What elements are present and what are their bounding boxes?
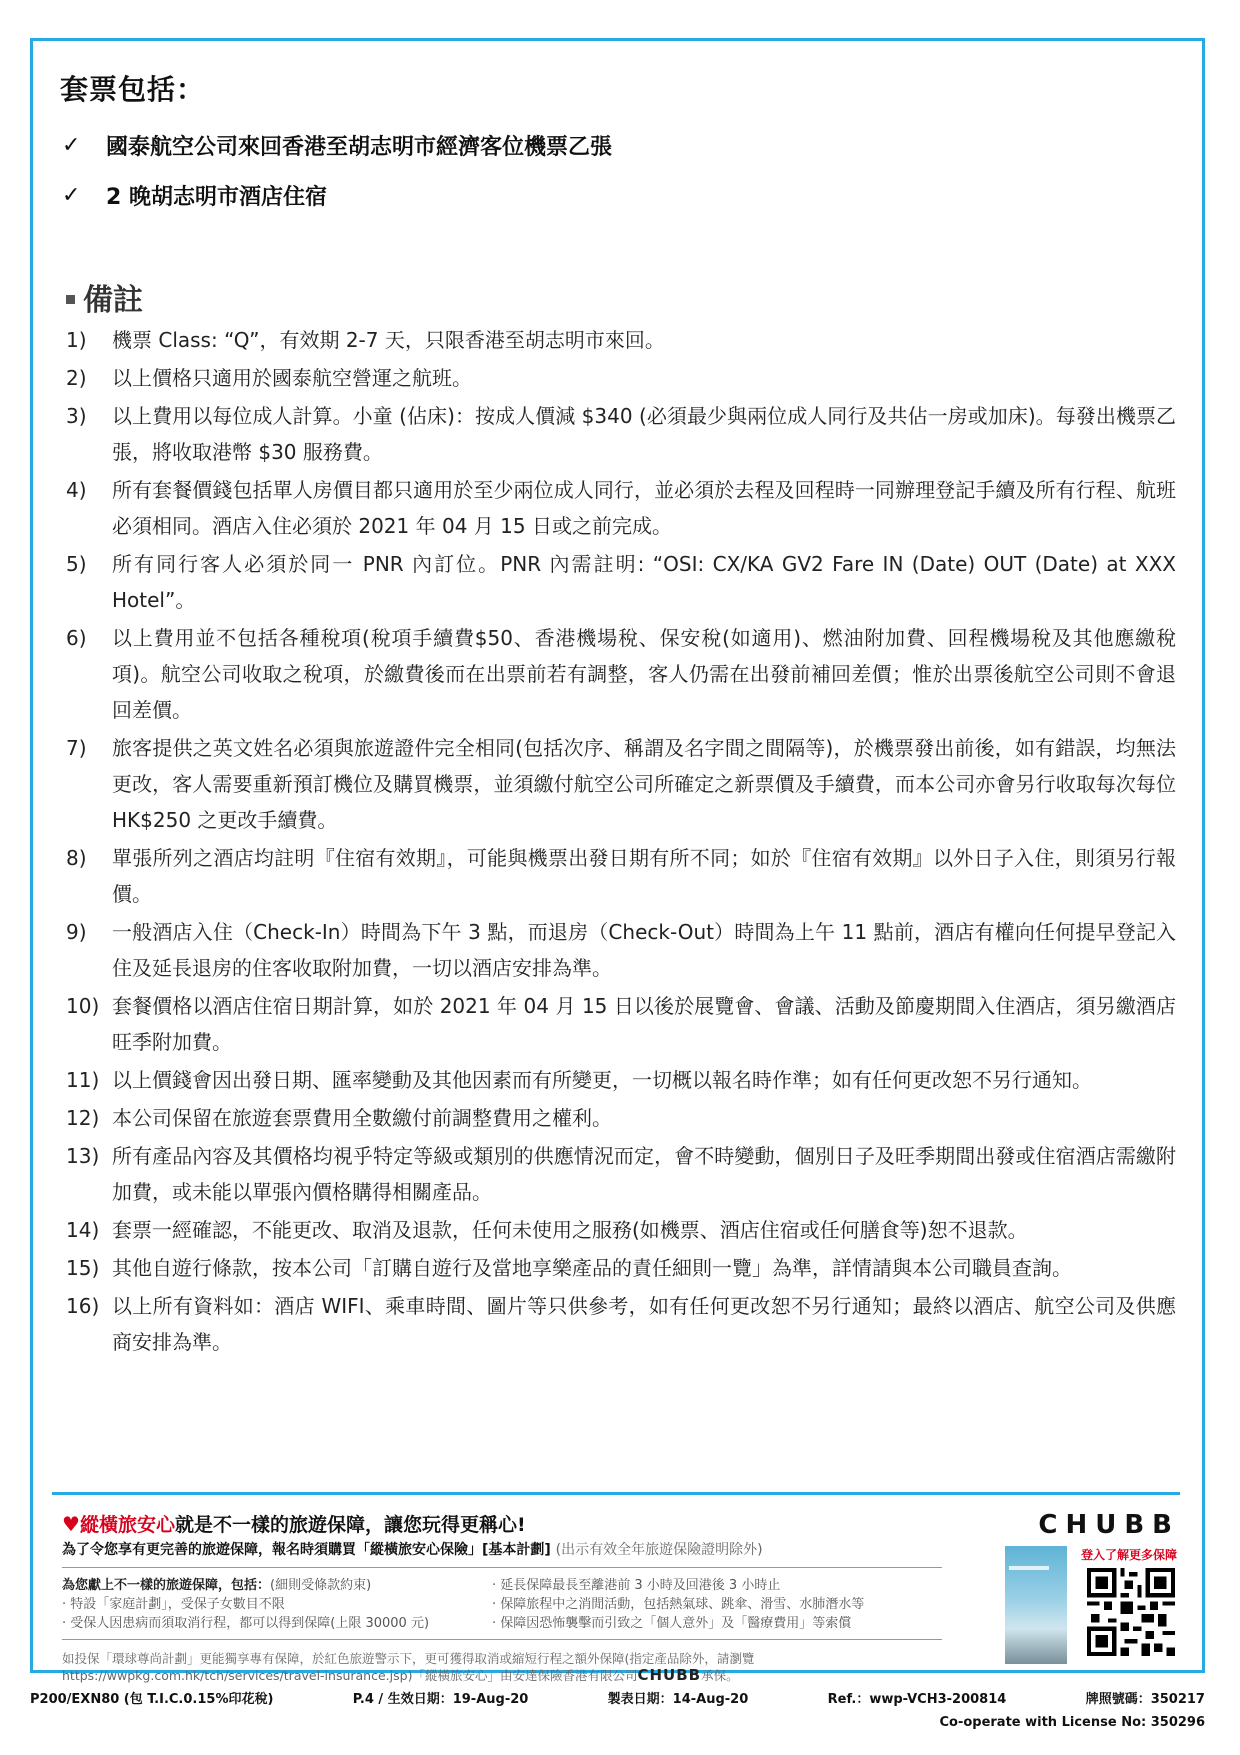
ad-separator [62, 1639, 942, 1640]
notes-heading: 備註 [66, 275, 143, 319]
reference: Ref.：wwp-VCH3-200814 [827, 1692, 1007, 1707]
ad-separator [62, 1567, 942, 1568]
brochure-image [1005, 1546, 1067, 1664]
note-item: 3) 以上費用以每位成人計算。小童 (佔床)：按成人價減 $340 (必須最少與兩位成人同行及共佔一房或加床)。每發出機票乙張，將收取港幣 $30 服務費。 [66, 404, 1176, 464]
page-effective-date: P.4 / 生效日期：19-Aug-20 [352, 1692, 529, 1707]
insurance-ad-side [1005, 1510, 1180, 1670]
note-item: 9) 一般酒店入住（Check-In）時間為下午 3 點，而退房（Check-Out）時間為上午 11 點前，酒店有權向任何提早登記入住及延長退房的住客收取附加費，一切以酒店安排為準。 [66, 920, 1176, 980]
ad-fine-print: 如投保「環球尊尚計劃」更能獨享專有保障，於紅色旅遊警示下，更可獲得取消或縮短行程之額外保障(指定產品除外，請瀏覽 https://wwpkg.com.hk/tch/services/travel-insurance.jsp)「縱橫旅安心」由安達保險香港有限公司CHUBB承保。 [62, 1651, 755, 1684]
section-divider [52, 1492, 1180, 1495]
note-item: 4) 所有套餐價錢包括單人房價目都只適用於至少兩位成人同行，並必須於去程及回程時一同辦理登記手續及所有行程、航班必須相同。酒店入住必須於 2021 年 04 月 15 日或之前完成。 [66, 478, 1176, 538]
note-item: 7) 旅客提供之英文姓名必須與旅遊證件完全相同(包括次序、稱謂及名字間之間隔等)，於機票發出前後，如有錯誤，均無法更改，客人需要重新預訂機位及購買機票，並須繳付航空公司所確定之新票價及手續費，而本公司亦會另行收取每次每位 HK$250 之更改手續費。 [66, 736, 1176, 832]
check-icon: ✓ [62, 183, 81, 208]
note-item: 2) 以上價格只適用於國泰航空營運之航班。 [66, 366, 472, 390]
note-item: 13) 所有產品內容及其價格均視乎特定等級或類別的供應情況而定，會不時變動，個別日子及旺季期間出發或住宿酒店需繳附加費，或未能以單張內價格購得相關產品。 [66, 1144, 1176, 1204]
check-icon: ✓ [62, 133, 81, 158]
note-item: 10) 套餐價格以酒店住宿日期計算，如於 2021 年 04 月 15 日以後於展覽會、會議、活動及節慶期間入住酒店，須另繳酒店旺季附加費。 [66, 994, 1176, 1054]
cooperate-license: Co-operate with License No: 350296 [939, 1715, 1205, 1730]
note-item: 14) 套票一經確認，不能更改、取消及退款，任何未使用之服務(如機票、酒店住宿或任何膳食等)恕不退款。 [66, 1218, 1028, 1242]
note-item: 15) 其他自遊行條款，按本公司「訂購自遊行及當地享樂產品的責任細則一覽」為準，詳情請與本公司職員查詢。 [66, 1256, 1072, 1280]
product-code: P200/EXN80 (包 T.I.C.0.15%印花稅) [30, 1692, 274, 1707]
ad-benefits-col-1: 為您獻上不一樣的旅遊保障，包括：(細則受條款約束) · 特設「家庭計劃」，受保子女數目不限 · 受保人因患病而須取消行程，都可以得到保障(上限 30000 元) [62, 1578, 430, 1631]
license-number: 牌照號碼：350217 [1085, 1692, 1205, 1707]
ad-benefits-col-2: · 延長保障最長至離港前 3 小時及回港後 3 小時止 · 保障旅程中之消閒活動，包括熱氣球、跳傘、滑雪、水肺潛水等 · 保障因恐怖襲擊而引致之「個人意外」及「醫療費用」等索償 [492, 1578, 865, 1631]
note-item: 11) 以上價錢會因出發日期、匯率變動及其他因素而有所變更，一切概以報名時作準；如有任何更改恕不另行通知。 [66, 1068, 1092, 1092]
insurance-ad-text [62, 1510, 1022, 1684]
ad-headline: ♥縱橫旅安心就是不一樣的旅遊保障，讓您玩得更稱心! [62, 1512, 526, 1536]
note-item: 1) 機票 Class: “Q”，有效期 2-7 天，只限香港至胡志明市來回。 [66, 328, 665, 352]
inclusion-text: 國泰航空公司來回香港至胡志明市經濟客位機票乙張 [106, 135, 613, 160]
chubb-logo: CHUBB [1038, 1510, 1180, 1540]
qr-code-icon[interactable] [1087, 1568, 1175, 1656]
heart-icon: ♥ [62, 1512, 80, 1536]
note-item: 5) 所有同行客人必須於同一 PNR 內訂位。PNR 內需註明: “OSI: CX/KA GV2 Fare IN (Date) OUT (Date) at XXX Hotel”。 [66, 552, 1176, 612]
note-item: 16) 以上所有資料如：酒店 WIFI、乘車時間、圖片等只供參考，如有任何更改恕不另行通知；最終以酒店、航空公司及供應商安排為準。 [66, 1294, 1176, 1354]
ad-benefits [62, 1574, 1022, 1631]
ad-subhead: 為了令您享有更完善的旅遊保障，報名時須購買「縱橫旅安心保險」[基本計劃] (出示有效全年旅遊保險證明除外) [62, 1542, 763, 1558]
note-item: 12) 本公司保留在旅遊套票費用全數繳付前調整費用之權利。 [66, 1106, 612, 1130]
note-item: 8) 單張所列之酒店均註明『住宿有效期』，可能與機票出發日期有所不同；如於『住宿有效期』以外日子入住，則須另行報價。 [66, 846, 1176, 906]
inclusion-item [62, 130, 612, 161]
page-footer [30, 1688, 1205, 1730]
package-title: 套票包括： [60, 73, 206, 106]
notes-list [66, 322, 1176, 1362]
insurance-ad [52, 1510, 1180, 1684]
note-item: 6) 以上費用並不包括各種稅項(稅項手續費$50、香港機場稅、保安稅(如適用)、燃油附加費、回程機場稅及其他應繳稅項)。航空公司收取之稅項，於繳費後而在出票前若有調整，客人仍需在出發前補回差價；惟於出票後航空公司則不會退回差價。 [66, 626, 1176, 722]
bullet-square-icon [66, 295, 75, 304]
login-prompt: 登入了解更多保障 [1080, 1548, 1177, 1562]
inclusion-item [62, 180, 327, 211]
inclusion-text: 2 晚胡志明市酒店住宿 [106, 185, 327, 210]
issue-date: 製表日期：14-Aug-20 [607, 1692, 749, 1707]
